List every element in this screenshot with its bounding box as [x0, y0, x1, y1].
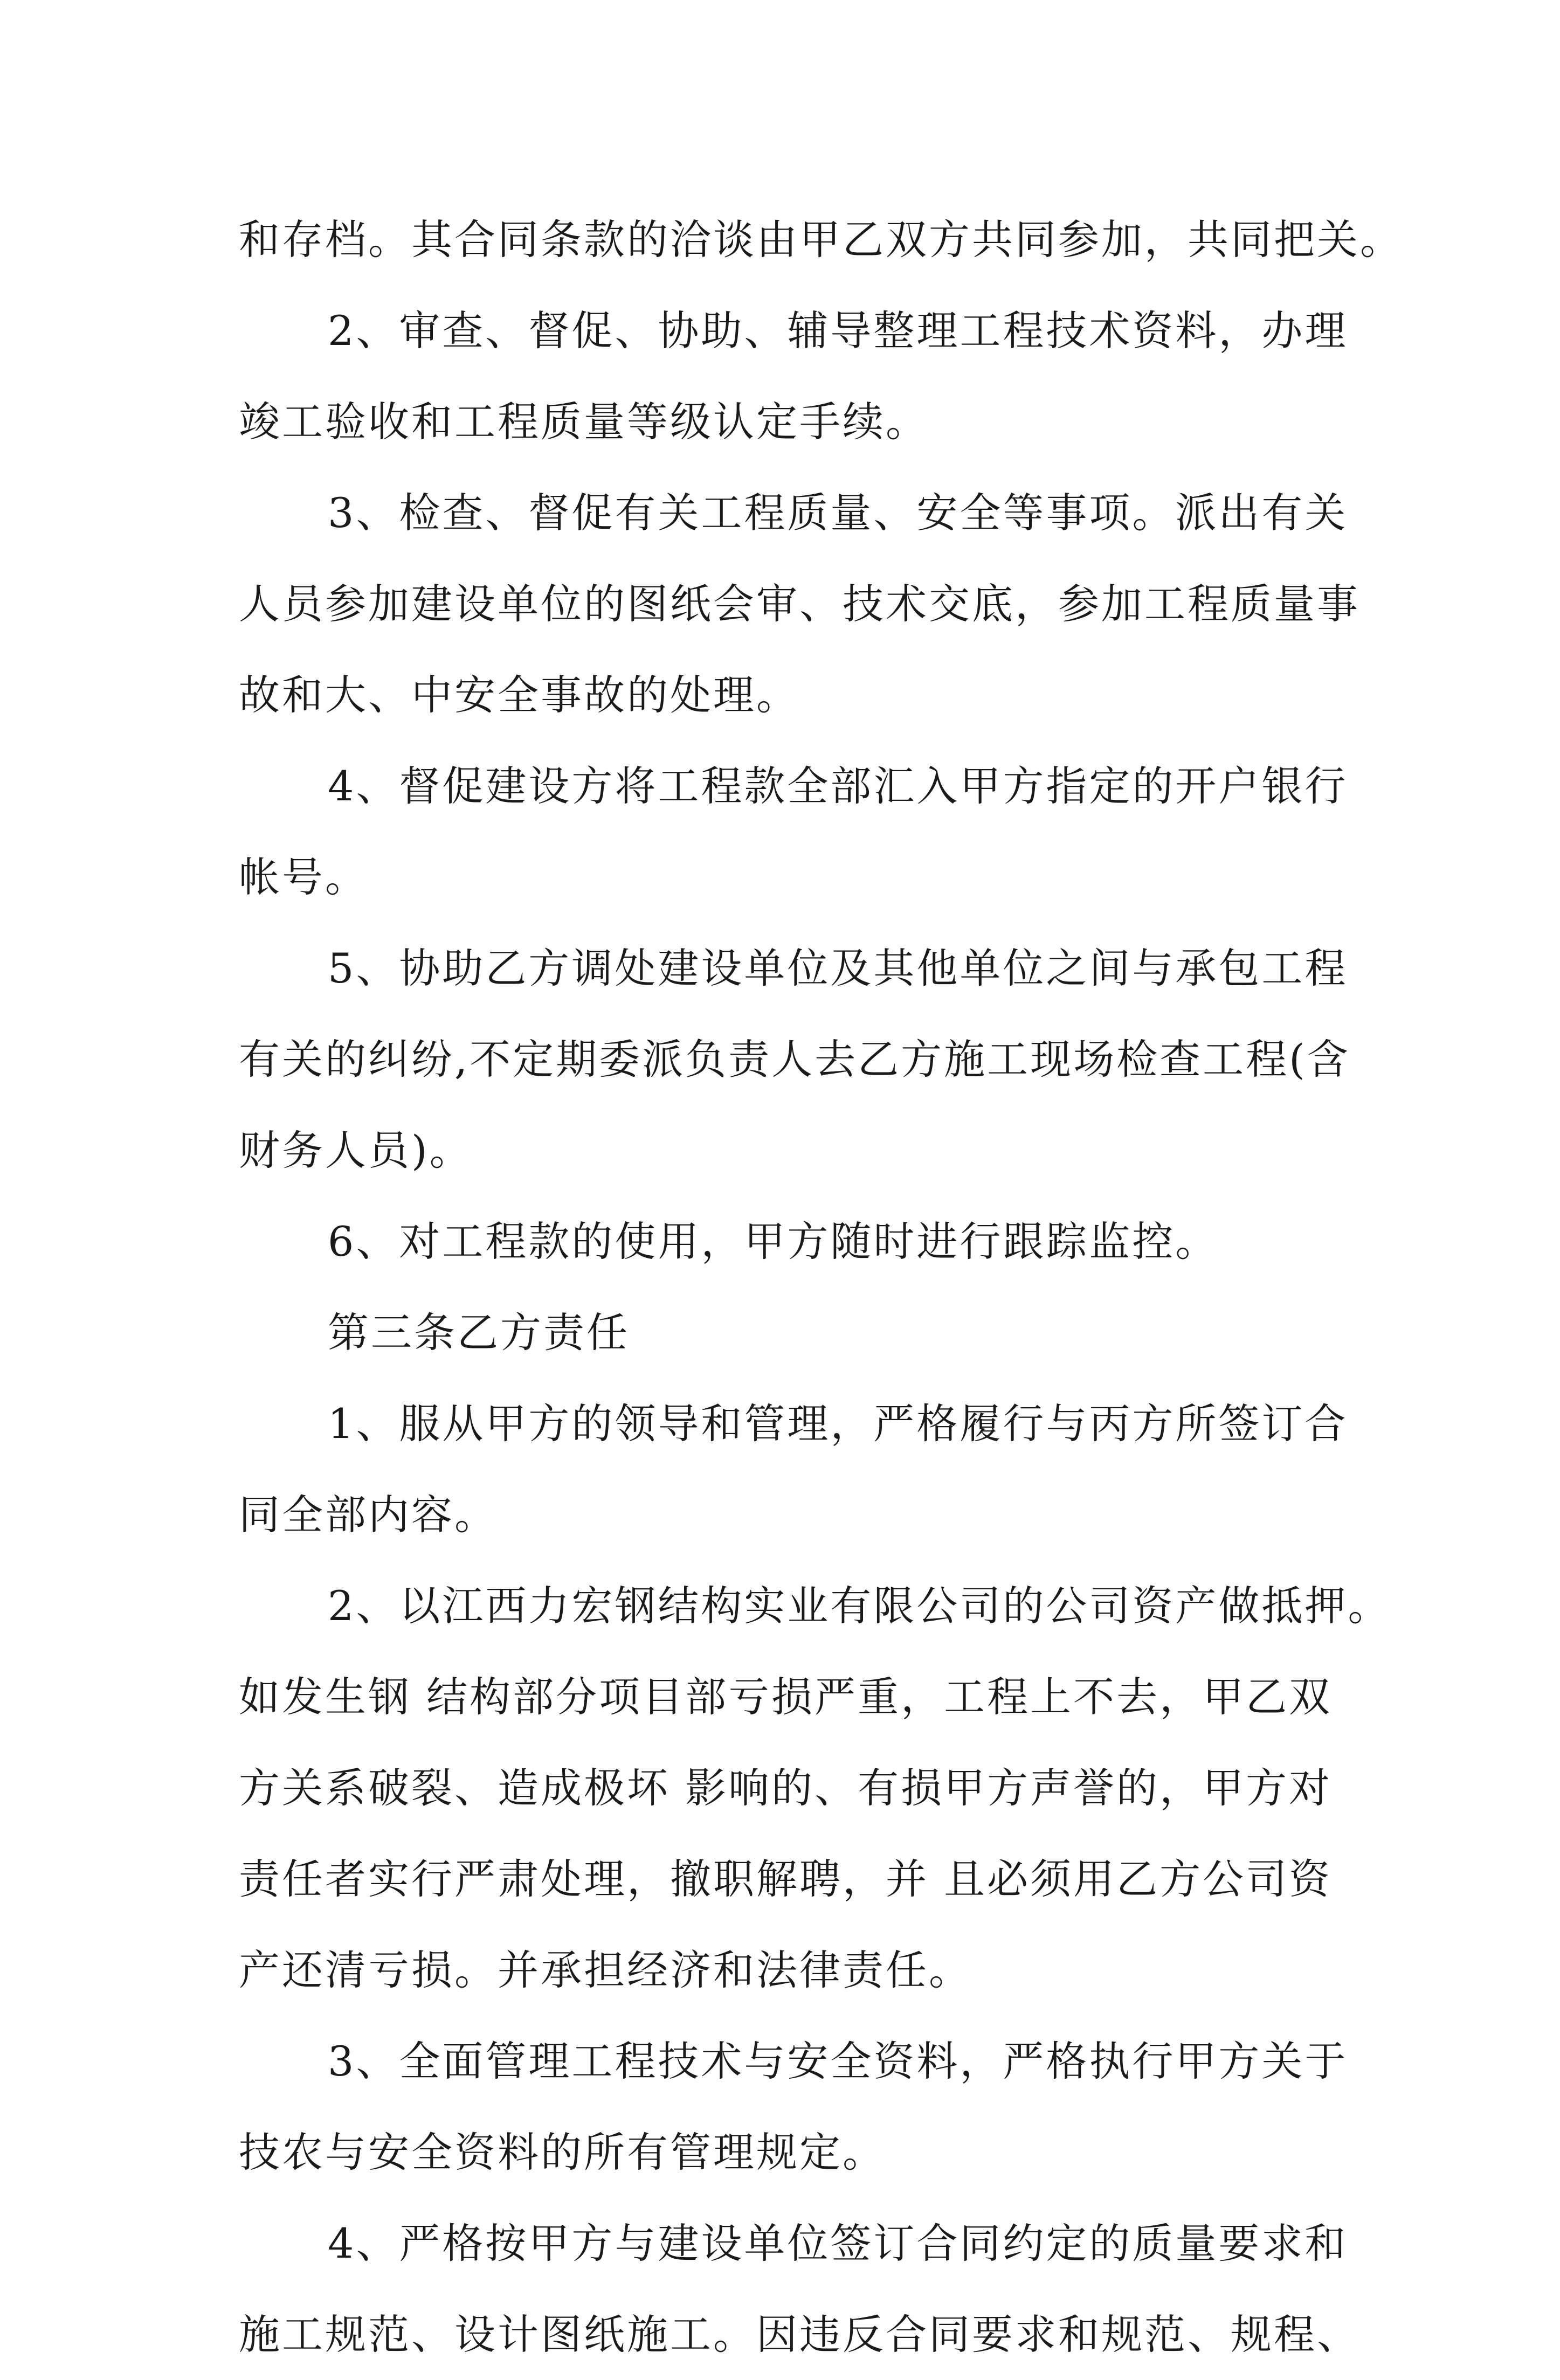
text-line: 方关系破裂、造成极坏 影响的、有损甲方声誉的，甲方对: [239, 1764, 1333, 1812]
text-line: 帐号。: [239, 853, 368, 901]
text-line: 人员参加建设单位的图纸会审、技术交底，参加工程质量事: [239, 580, 1360, 628]
text-line: 2、审查、督促、协助、辅导整理工程技术资料，办理: [328, 307, 1348, 355]
text-line: 财务人员)。: [239, 1126, 473, 1174]
section-heading: 第三条乙方责任: [328, 1309, 630, 1357]
text-line: 故和大、中安全事故的处理。: [239, 671, 799, 719]
text-line: 产还清亏损。并承担经济和法律责任。: [239, 1946, 972, 1994]
text-line: 6、对工程款的使用，甲方随时进行跟踪监控。: [328, 1217, 1219, 1265]
text-line: 5、协助乙方调处建设单位及其他单位之间与承包工程: [328, 944, 1348, 992]
text-line: 同全部内容。: [239, 1491, 498, 1539]
text-line: 2、以江西力宏钢结构实业有限公司的公司资产做抵押。: [328, 1582, 1391, 1630]
contract-text-body: [239, 194, 1403, 2380]
text-line: 3、全面管理工程技术与安全资料，严格执行甲方关于: [328, 2037, 1348, 2085]
text-line: 施工规范、设计图纸施工。因违反合同要求和规范、规程、: [239, 2310, 1360, 2358]
text-line: 和存档。其合同条款的洽谈由甲乙双方共同参加，共同把关。: [239, 216, 1403, 264]
text-line: 1、服从甲方的领导和管理，严格履行与丙方所签订合: [328, 1400, 1348, 1448]
text-line: 技农与安全资料的所有管理规定。: [239, 2128, 886, 2176]
text-line: 有关的纠纷,不定期委派负责人去乙方施工现场检查工程(含: [239, 1035, 1350, 1083]
text-line: 4、督促建设方将工程款全部汇入甲方指定的开户银行: [328, 762, 1348, 810]
text-line: 责任者实行严肃处理，撤职解聘，并 且必须用乙方公司资: [239, 1855, 1333, 1903]
text-line: 竣工验收和工程质量等级认定手续。: [239, 398, 929, 446]
text-line: 3、检查、督促有关工程质量、安全等事项。派出有关: [328, 489, 1348, 537]
text-line: 如发生钢 结构部分项目部亏损严重，工程上不去，甲乙双: [239, 1673, 1333, 1721]
text-line: 4、严格按甲方与建设单位签订合同约定的质量要求和: [328, 2219, 1348, 2267]
